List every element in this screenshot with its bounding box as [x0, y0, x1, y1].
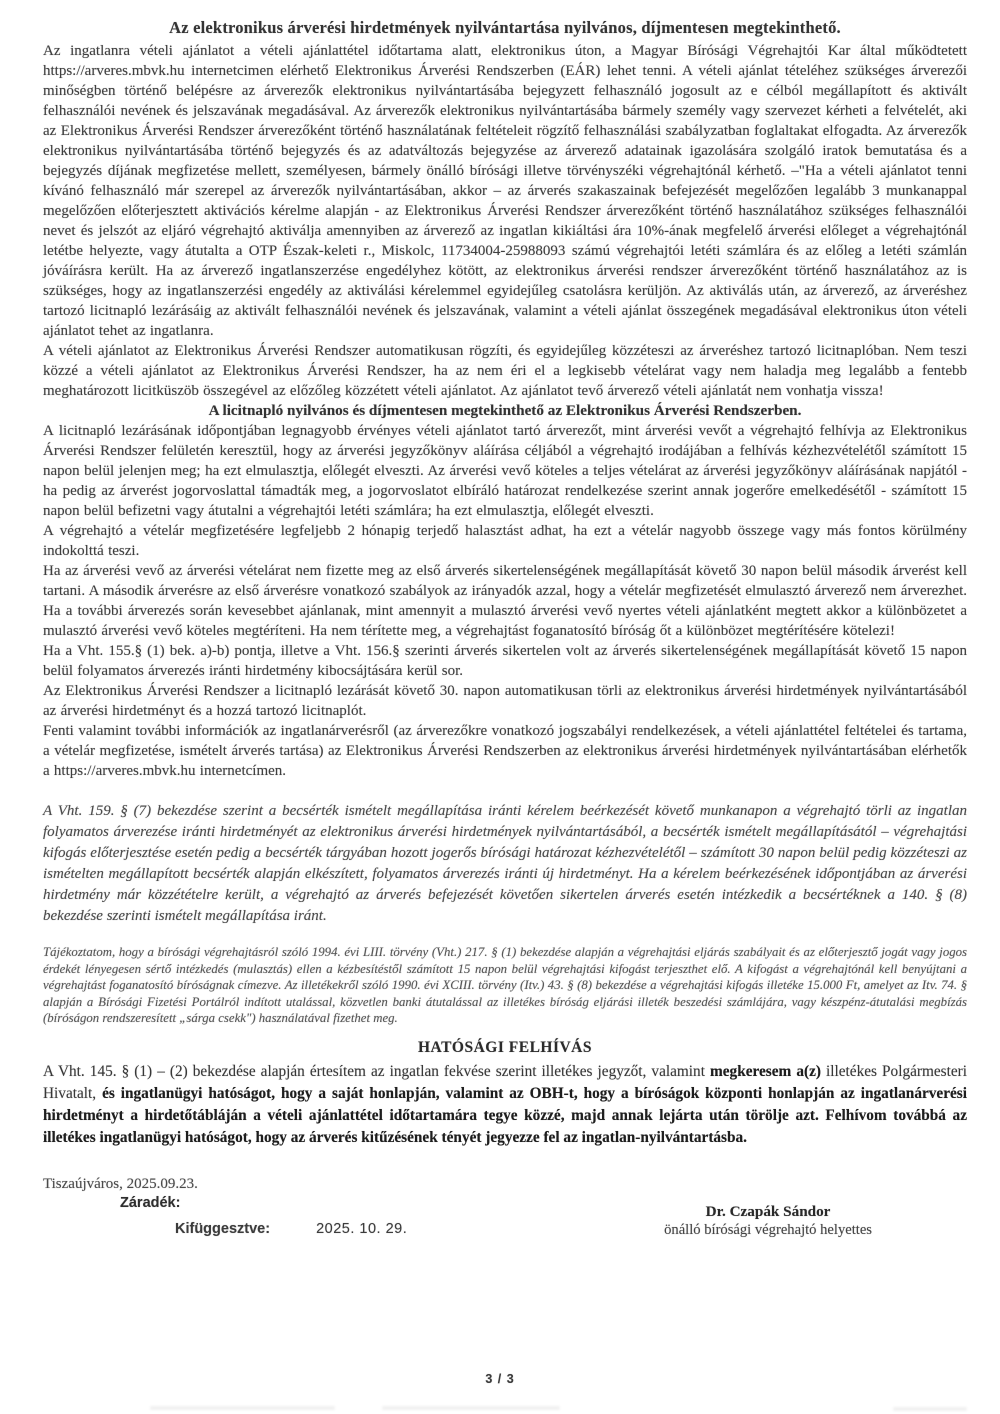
kifuggesztve-row	[120, 1221, 407, 1237]
paragraph-vht-159: A Vht. 159. § (7) bekezdése szerint a becsérték ismételt megállapítása iránti kérelem beérkezését követő munkanapon a végrehajtó törli az ingatlan folyamatos árverezése iránti hirdetményét az elektronikus árverési hirdetmények nyilvántartásából, a becsérték ismételt megállapításától – végrehajtási kifogás előterjesztése esetén pedig a becsérték tárgyában hozott jogerős bírósági határozat kézhezvételétől – számított 30 napon belül pedig közzéteszi az ismételten megállapított becsérték alapján elkészített, folyamatos árverezés iránti új hirdetményt. Ha a kérelem beérkezésének időpontjában az árverési hirdetmény már közzétételre került, a végrehajtó az árverés befejezését követően sikertelen árverés esetén intézkedik a becsértéknek a 140. § (8) bekezdése szerinti ismételt megállapítása iránt.	[43, 803, 967, 924]
paragraph-ear-intro: Az ingatlanra vételi ajánlatot a vételi ajánlattétel időtartama alatt, elektronikus úton, a Magyar Bírósági Végrehajtói Kar által működtetett https://arveres.mbvk.hu internetcimen elérhető Elektronikus Árverési Rendszerben (EÁR) lehet tenni. A vételi ajánlat tételéhez szükséges árverezői minőségben történő belépésre az árverezők elektronikus nyilvántartásába bejegyzett felhasználó jogosult az e célból megállapított és aktivált felhasználói nevének és jelszavának megadásával. Az árverezők elektronikus nyilvántartásába bármely személy vagy szervezet kérheti a felvételét, aki az Elektronikus Árverési Rendszer árverezőként történő használatának feltételeit rögzítő felhasználási szabályzatban foglaltakat elfogadta. Az árverezők elektronikus nyilvántartásába történő bejegyzés és az adatváltozás bejegyzése az árverező adatainak igazolására szolgáló iratok bemutatása és a bejegyzés díjának megfizetése mellett, személyesen, bármely önálló bírósági illetve törvényszéki végrehajtónál kérhető. –"Ha a vételi ajánlatot tenni kívánó felhasználó már szerepel az árverezők nyilvántartásában, akkor – az árverés szakaszainak befejezését megelőzően legalább 3 munkanappal megelőzően előterjesztett aktivációs kérelme alapján - az Elektronikus Árverési Rendszer árverezőként történő használatához szükséges felhasználói nevet és jelszót az eljáró végrehajtó aktiválja amennyiben az árverező az ingatlan kikiáltási ára 10%-ának megfelelő árverési előleget a végrehajtónál letétbe helyezte, vagy átutalta a OTP Észak-keleti r., Miskolc, 11734004-25988093 számú végrehajtói letéti számlára és az előleg a letéti számlán jóváírásra került. Ha az árverező ingatlanszerzése engedélyhez kötött, az elektronikus árverési rendszer árverezőként történő használatához az is szükséges, hogy az ingatlanszerzési engedély az aktiválási kérelemmel egyidejűleg csatolásra kerüljön. Az aktiválás után, az árverező, az árveréshez tartozó licitnapló lezárásáig az aktivált felhasználói nevének és jelszavának, valamint a vételi ajánlat összegének megadásával elektronikus úton vételi ajánlatot tehet az ingatlanra.	[43, 43, 967, 339]
page-number: 3 / 3	[485, 1372, 515, 1386]
signer-name: Dr. Czapák Sándor	[705, 1202, 831, 1220]
paragraph-automatikus-torles: Az Elektronikus Árverési Rendszer a licitnapló lezárását követő 30. napon automatikusan törli az elektronikus árverési hirdetmények nyilvántartásából az árverési hirdetményt és a hozzá tartozó licitnaplót.	[43, 683, 967, 719]
notice-text-normal: A Vht. 145. § (1) – (2) bekezdése alapján értesítem az ingatlan fekvése szerint illetékes jegyzőt, valamint	[43, 1062, 711, 1080]
kifuggesztve-label: Kifüggesztve:	[175, 1220, 271, 1237]
signature-block	[664, 1203, 872, 1239]
signer-title: önálló bírósági végrehajtó helyettes	[664, 1221, 872, 1238]
paragraph-arveresi-vevo: A licitnapló lezárásának időpontjában legnagyobb érvényes vételi ajánlatot tartó árverezőt, mint árverési vevőt a végrehajtó felhívja az Elektronikus Árverési Rendszer felületén keresztül, hogy az árverési jegyzőkönyv aláírása céljából a végrehajtó irodájában a felhívás kézhezvételétől számított 15 napon belül jelenjen meg; ha ezt elmulasztja, előlegét elveszti. Az árverési vevő köteles a teljes vételárat az árverési jegyzőkönyv aláírásának napjától - ha pedig az árverést jogorvoslattal támadták meg, a jogorvoslatot elbíráló határozat rendelkezése szerint annak jogerőre emelkedésétől - számított 15 napon belül befizetni vagy átutalni a végrehajtói letéti számlára; ha ezt elmulasztja, előlegét elveszti.	[43, 423, 967, 519]
zaradek-label: Záradék:	[120, 1194, 181, 1211]
paragraph-hatosagi-felhivas	[43, 1061, 967, 1149]
section-heading-hatosagi-felhivas: HATÓSÁGI FELHÍVÁS	[417, 1038, 592, 1056]
paragraph-masodik-arveres: Ha az árverési vevő az árverési vételárat nem fizette meg az első árverés sikertelenségének megállapítását követő 30 napon belül második árverést kell tartani. A második árverésre az első árverésre vonatkozó szabályok az irányadók azzal, hogy a vételár megfizetését elmulasztó árverező nem árverezhet. Ha a további árverezés során kevesebbet ajánlanak, mint amennyit a mulasztó árverési vevő nyertes vételi ajánlatként megtett akkor a különbözetet a mulasztó árverési vevő köteles megtéríteni. Ha nem térítette meg, a végrehajtást foganatosító bíróság őt a különbözet megtérítésére kötelezi!	[43, 563, 967, 639]
section-heading-licitnaplo: A licitnapló nyilvános és díjmentesen megtekinthető az Elektronikus Árverési Rendszerben.	[208, 402, 802, 419]
zaradek-section	[43, 1193, 407, 1237]
paragraph-tajekoztatas-kifogas: Tájékoztatom, hogy a bírósági végrehajtásról szóló 1994. évi LIII. törvény (Vht.) 217. § (1) bekezdése alapján a végrehajtási eljárás szabályait és az előterjesztő jogát vagy jogos érdekét lényegesen sértő intézkedés (mulasztás) ellen a kézbesítéstől számított 15 napon belül végrehajtási kifogást terjeszthet elő. A kifogást a végrehajtónál kell benyújtani a végrehajtást foganatosító bíróságnak címezve. Az illetékekről szóló 1990. évi XCIII. törvény (Itv.) 43. § (8) bekezdése a végrehajtási kifogás illetéke 15.000 Ft, amelyet az Itv. 74. § alapján a Bírósági Fizetési Portálról indított utalással, közvetlen banki átutalással az illetékes bíróság eljárási illeték beszedési számlájára, vagy készpénz-átutalási megbízás (bíróságon rendszeresített „sárga csekk") használatával fizethet meg.	[43, 945, 967, 1025]
document-title: Az elektronikus árverési hirdetmények nyilvántartása nyilvános, díjmentesen megtekinthető.	[169, 18, 841, 37]
closing-block	[43, 1176, 967, 1239]
scan-artifact	[893, 1407, 967, 1411]
paragraph-sikertelen-arveres: Ha a Vht. 155.§ (1) bek. a)-b) pontja, illetve a Vht. 156.§ szerinti árverés sikertelen volt az árverés sikertelenségének megállapítását követő 15 napon belül folyamatos árverezés iránti hirdetmény kibocsájtására kerül sor.	[43, 643, 967, 679]
notice-text-normal: illetékes Polgármesteri Hivatalt,	[43, 1062, 967, 1102]
paragraph-licitnaplo-rogzites: A vételi ajánlatot az Elektronikus Árverési Rendszer automatikusan rögzíti, és egyidejűleg közzéteszi az árveréshez tartozó licitnaplóban. Nem teszi közzé a vételi ajánlatot az Elektronikus Árverési Rendszer, ha az nem éri el a legkisebb vételárat vagy nem haladja meg legalább a fentebb meghatározott licitküszöb összegével az előzőleg közzétett vételi ajánlatot. Az ajánlatot tevő árverező vételi ajánlatát nem vonhatja vissza!	[43, 343, 967, 399]
scan-artifact	[382, 1406, 560, 1410]
scan-artifact	[150, 1406, 335, 1410]
notice-text-bold: és ingatlanügyi hatóságot, hogy a saját honlapján, valamint az OBH-t, hogy a bíróságok központi honlapján az ingatlanárverési hirdetményt a hirdetőtábláján a vételi ajánlattétel időtartamára tegye közzé, majd annak lejárta után törölje azt. Felhívom továbbá az illetékes ingatlanügyi hatóságot, hogy az árverés kitűzésének tényét jegyezze fel az ingatlan-nyilvántartásba.	[43, 1084, 967, 1146]
kifuggesztve-date: 2025. 10. 29.	[316, 1220, 408, 1237]
place-date: Tiszaújváros, 2025.09.23.	[43, 1175, 198, 1192]
paragraph-tovabbi-informaciok: Fenti valamint további információk az ingatlanárverésről (az árverezőkre vonatkozó jogszabályi rendelkezések, a vételi ajánlattétel feltételei és tartama, a vételár megfizetése, ismételt árverés tartása) az Elektronikus Árverési Rendszerben az elektronikus árverési hirdetmények nyilvántartásában elérhetők a https://arveres.mbvk.hu internetcímen.	[43, 723, 967, 779]
notice-text-bold: megkeresem a(z)	[710, 1062, 821, 1080]
paragraph-halasztas: A végrehajtó a vételár megfizetésére legfeljebb 2 hónapig terjedő halasztást adhat, ha ezt a vételár nagyobb összege vagy más fontos körülmény indokolttá teszi.	[43, 523, 967, 559]
